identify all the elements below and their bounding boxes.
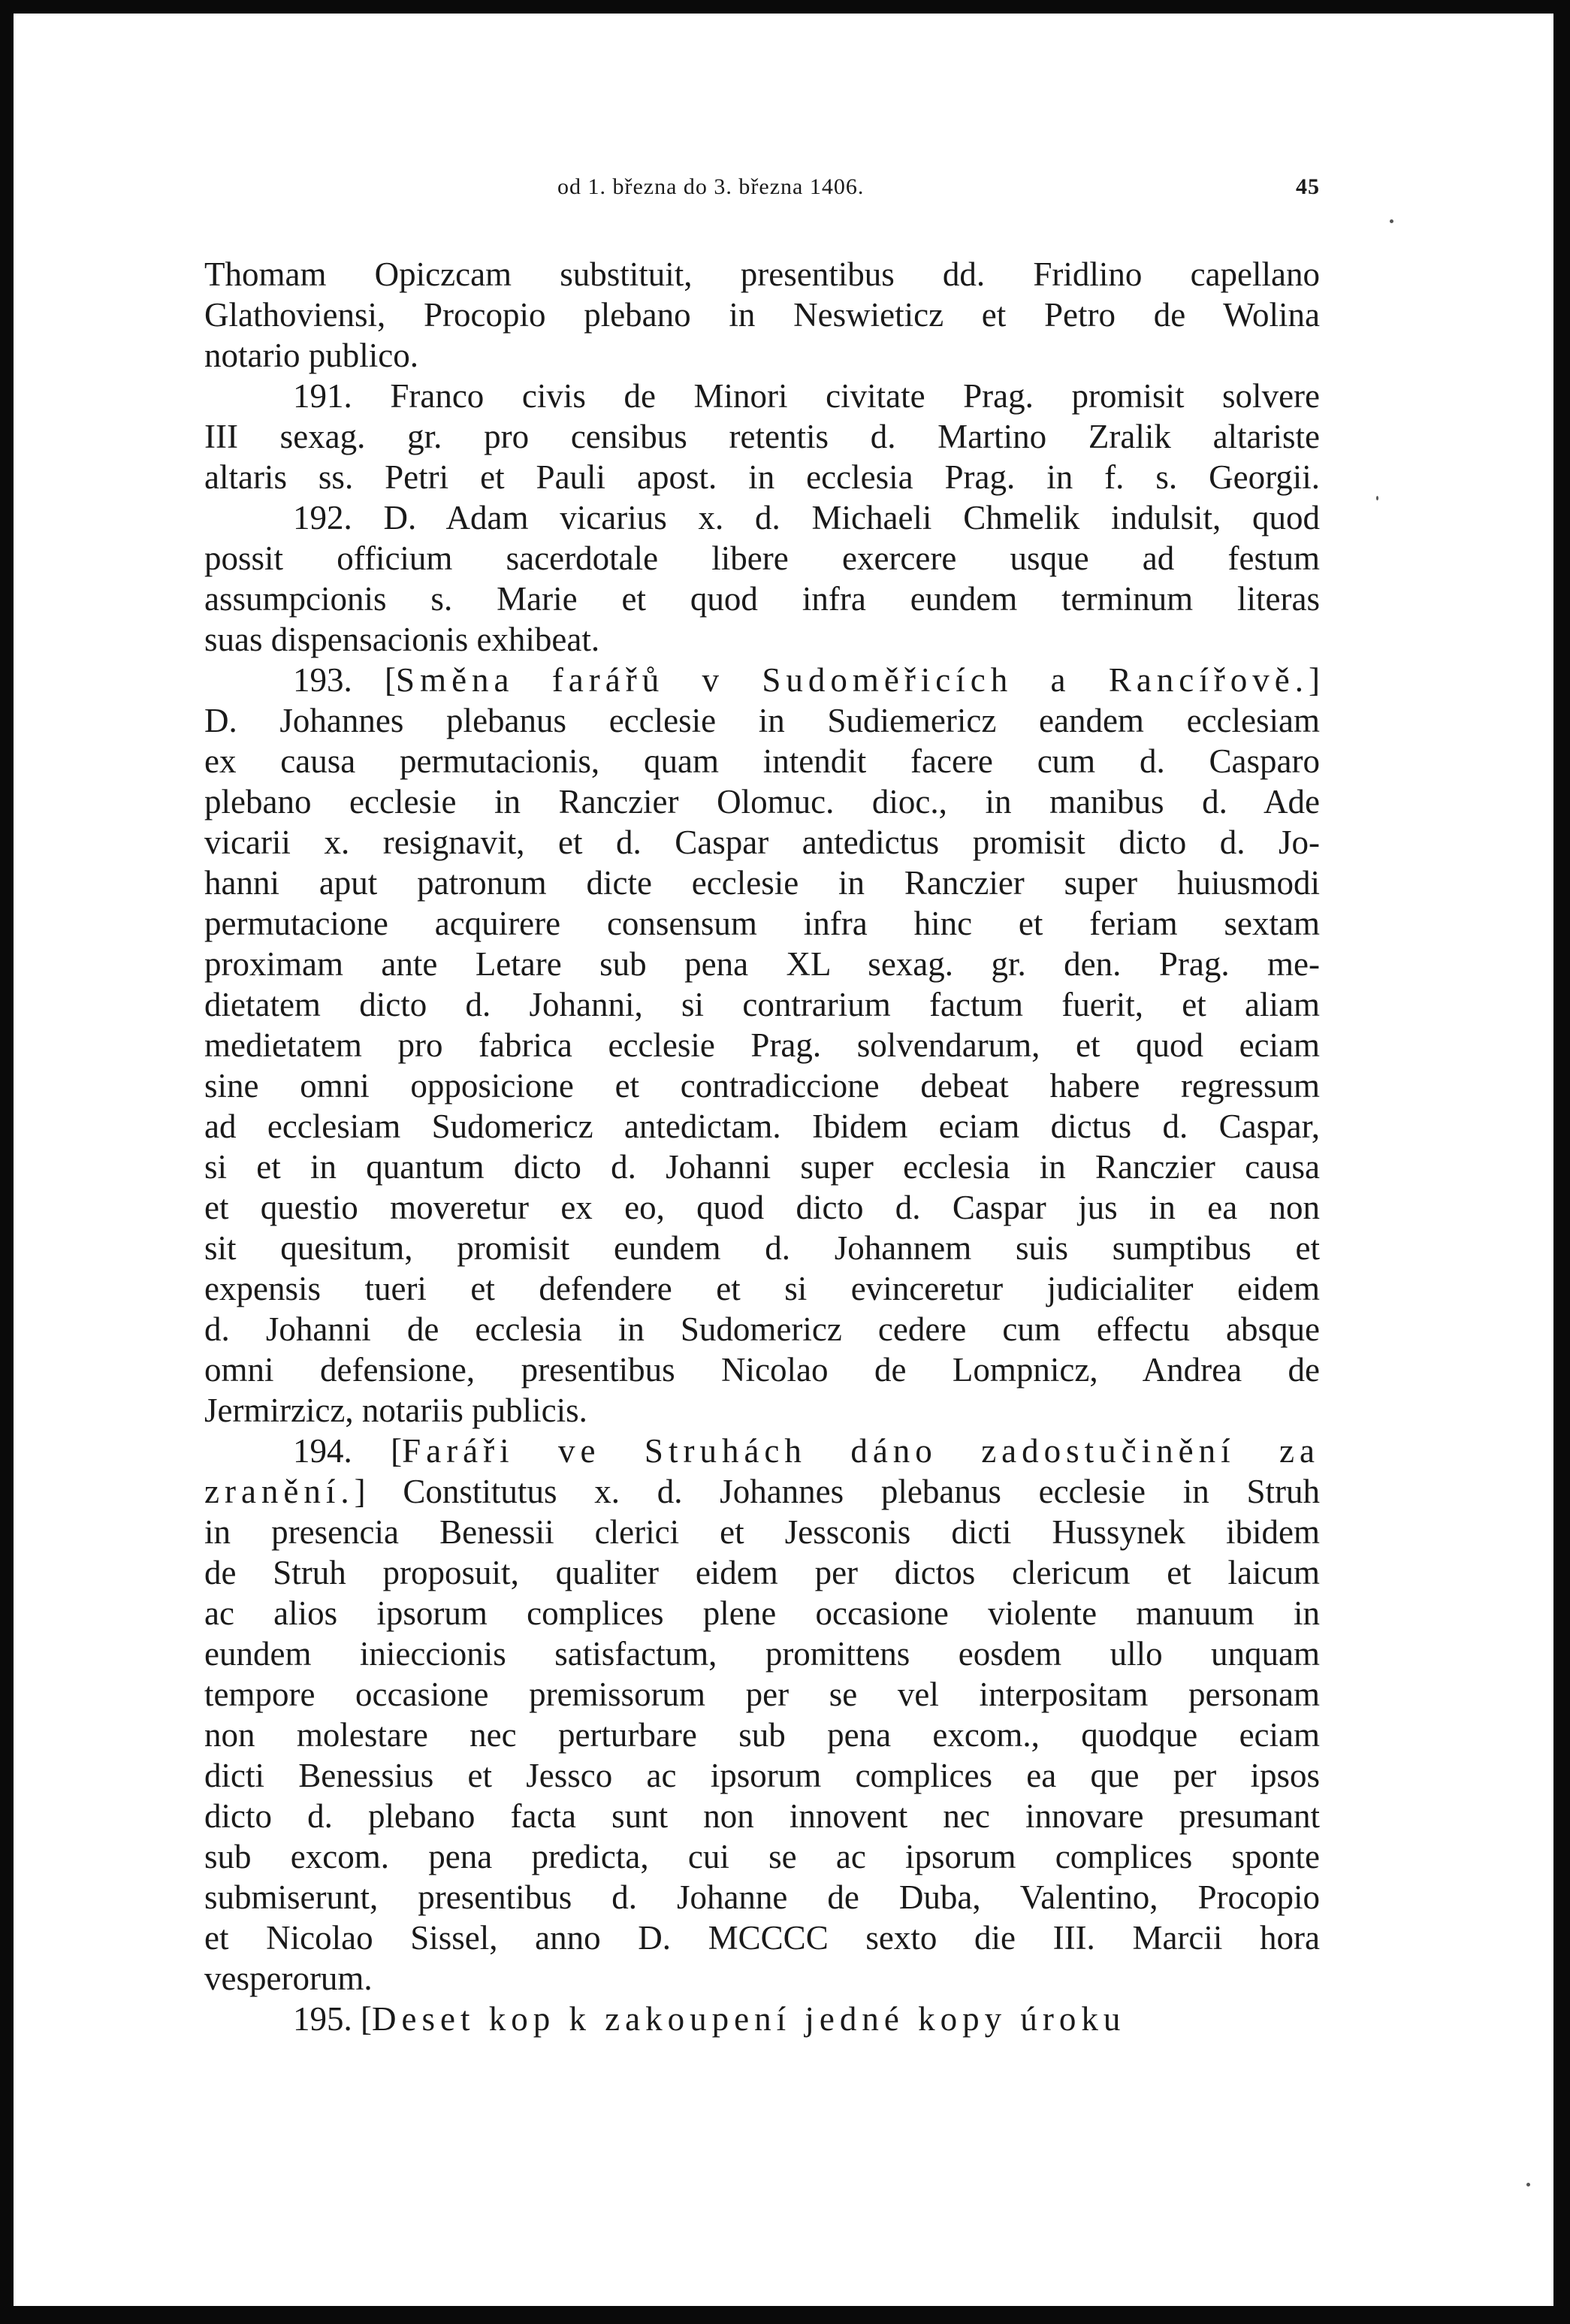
- entry-194-heading-line: [204, 1431, 1320, 1471]
- text-line: tempore occasione premissorum per se vel interpositam personam: [204, 1676, 1320, 1713]
- text-line: assumpcionis s. Marie et quod infra eundem terminum literas: [204, 580, 1320, 618]
- text-line: expensis tueri et defendere et si evinceretur judicialiter eidem: [204, 1270, 1320, 1307]
- text-line: D. Johannes plebanus ecclesie in Sudiemericz eandem ecclesiam: [204, 702, 1320, 739]
- entry-heading: Deset kop k zakoupení jedné kopy úroku: [372, 2000, 1126, 2038]
- text-line: et Nicolao Sissel, anno D. MCCCC sexto die III. Marcii hora: [204, 1919, 1320, 1957]
- entry-number: 195. [: [293, 2000, 372, 2038]
- text-line: sit quesitum, promisit eundem d. Johannem suis sumptibus et: [204, 1229, 1320, 1267]
- scan-speck: [1526, 2183, 1530, 2186]
- entry-192-first-line: 192. D. Adam vicarius x. d. Michaeli Chmelik indulsit, quod: [293, 499, 1320, 536]
- scan-speck: [1390, 219, 1393, 223]
- text-line: medietatem pro fabrica ecclesie Prag. solvendarum, et quod eciam: [204, 1026, 1320, 1064]
- text-line: et questio moveretur ex eo, quod dicto d. Caspar jus in ea non: [204, 1189, 1320, 1226]
- text-line: ac alios ipsorum complices plene occasione violente manuum in: [204, 1594, 1320, 1632]
- text-line: omni defensione, presentibus Nicolao de Lompnicz, Andrea de: [204, 1351, 1320, 1389]
- scan-border-top: [0, 0, 1570, 14]
- text-line: non molestare nec perturbare sub pena excom., quodque eciam: [204, 1716, 1320, 1754]
- text-line: sine omni opposicione et contradiccione debeat habere regressum: [204, 1067, 1320, 1105]
- main-text: [204, 254, 1320, 2039]
- text-line: in presencia Benessii clerici et Jessconis dicti Hussynek ibidem: [204, 1513, 1320, 1551]
- entry-heading-cont: zranění.: [204, 1473, 355, 1510]
- text-line: III sexag. gr. pro censibus retentis d. Martino Zralik altariste: [204, 418, 1320, 455]
- text-segment: ] Constitutus x. d. Johannes plebanus ecclesie in Struh: [354, 1473, 1320, 1510]
- text-line: dicto d. plebano facta sunt non innovent nec innovare presumant: [204, 1797, 1320, 1835]
- text-line: dietatem dicto d. Johanni, si contrarium factum fuerit, et aliam: [204, 986, 1320, 1023]
- scan-speck: [1376, 496, 1378, 500]
- text-line: si et in quantum dicto d. Johanni super ecclesia in Ranczier causa: [204, 1148, 1320, 1186]
- text-line: suas dispensacionis exhibeat.: [204, 621, 600, 658]
- text-line: vesperorum.: [204, 1960, 373, 1997]
- text-line: hanni aput patronum dicte ecclesie in Ranczier super huiusmodi: [204, 864, 1320, 902]
- text-line: altaris ss. Petri et Pauli apost. in ecclesia Prag. in f. s. Georgii.: [204, 458, 1320, 496]
- text-line: permutacione acquirere consensum infra hinc et feriam sextam: [204, 905, 1320, 942]
- text-line: proximam ante Letare sub pena XL sexag. gr. den. Prag. me-: [204, 945, 1320, 983]
- text-line: vicarii x. resignavit, et d. Caspar antedictus promisit dicto d. Jo-: [204, 824, 1320, 861]
- text-line: eundem inieccionis satisfactum, promittens eosdem ullo unquam: [204, 1635, 1320, 1673]
- text-line: Thomam Opiczcam substituit, presentibus dd. Fridlino capellano: [204, 255, 1320, 293]
- bracket-close: ]: [1309, 661, 1320, 699]
- text-line: dicti Benessius et Jessco ac ipsorum complices ea que per ipsos: [204, 1757, 1320, 1794]
- entry-number: 194. [: [293, 1432, 403, 1470]
- text-line: notario publico.: [204, 337, 418, 374]
- text-line: de Struh proposuit, qualiter eidem per dictos clericum et laicum: [204, 1554, 1320, 1591]
- entry-number: 193. [: [293, 661, 397, 699]
- scan-border-bottom: [0, 2306, 1570, 2324]
- entry-195-heading-line: [204, 1999, 1320, 2039]
- entry-191-first-line: 191. Franco civis de Minori civitate Prag. promisit solvere: [293, 377, 1320, 415]
- running-head-title: od 1. března do 3. března 1406.: [557, 174, 865, 199]
- text-line: Jermirzicz, notariis publicis.: [204, 1392, 587, 1429]
- text-line: [204, 1471, 1320, 1512]
- text-line: ex causa permutacionis, quam intendit facere cum d. Casparo: [204, 742, 1320, 780]
- scan-border-right: [1553, 0, 1570, 2324]
- page-number: 45: [1296, 174, 1320, 199]
- text-line: sub excom. pena predicta, cui se ac ipsorum complices sponte: [204, 1838, 1320, 1875]
- scan-border-left: [0, 0, 14, 2324]
- text-line: possit officium sacerdotale libere exercere usque ad festum: [204, 539, 1320, 577]
- text-line: submiserunt, presentibus d. Johanne de Duba, Valentino, Procopio: [204, 1878, 1320, 1916]
- text-line: d. Johanni de ecclesia in Sudomericz cedere cum effectu absque: [204, 1310, 1320, 1348]
- text-line: ad ecclesiam Sudomericz antedictam. Ibidem eciam dictus d. Caspar,: [204, 1108, 1320, 1145]
- text-line: Glathoviensi, Procopio plebano in Neswieticz et Petro de Wolina: [204, 296, 1320, 334]
- entry-193-heading-line: [204, 660, 1320, 700]
- running-head: [204, 174, 1320, 204]
- text-line: plebano ecclesie in Ranczier Olomuc. dioc., in manibus d. Ade: [204, 783, 1320, 821]
- entry-heading: Faráři ve Struhách dáno zadostučinění za: [402, 1432, 1320, 1470]
- entry-heading: Směna farářů v Sudoměřicích a Rancířově.: [396, 661, 1309, 699]
